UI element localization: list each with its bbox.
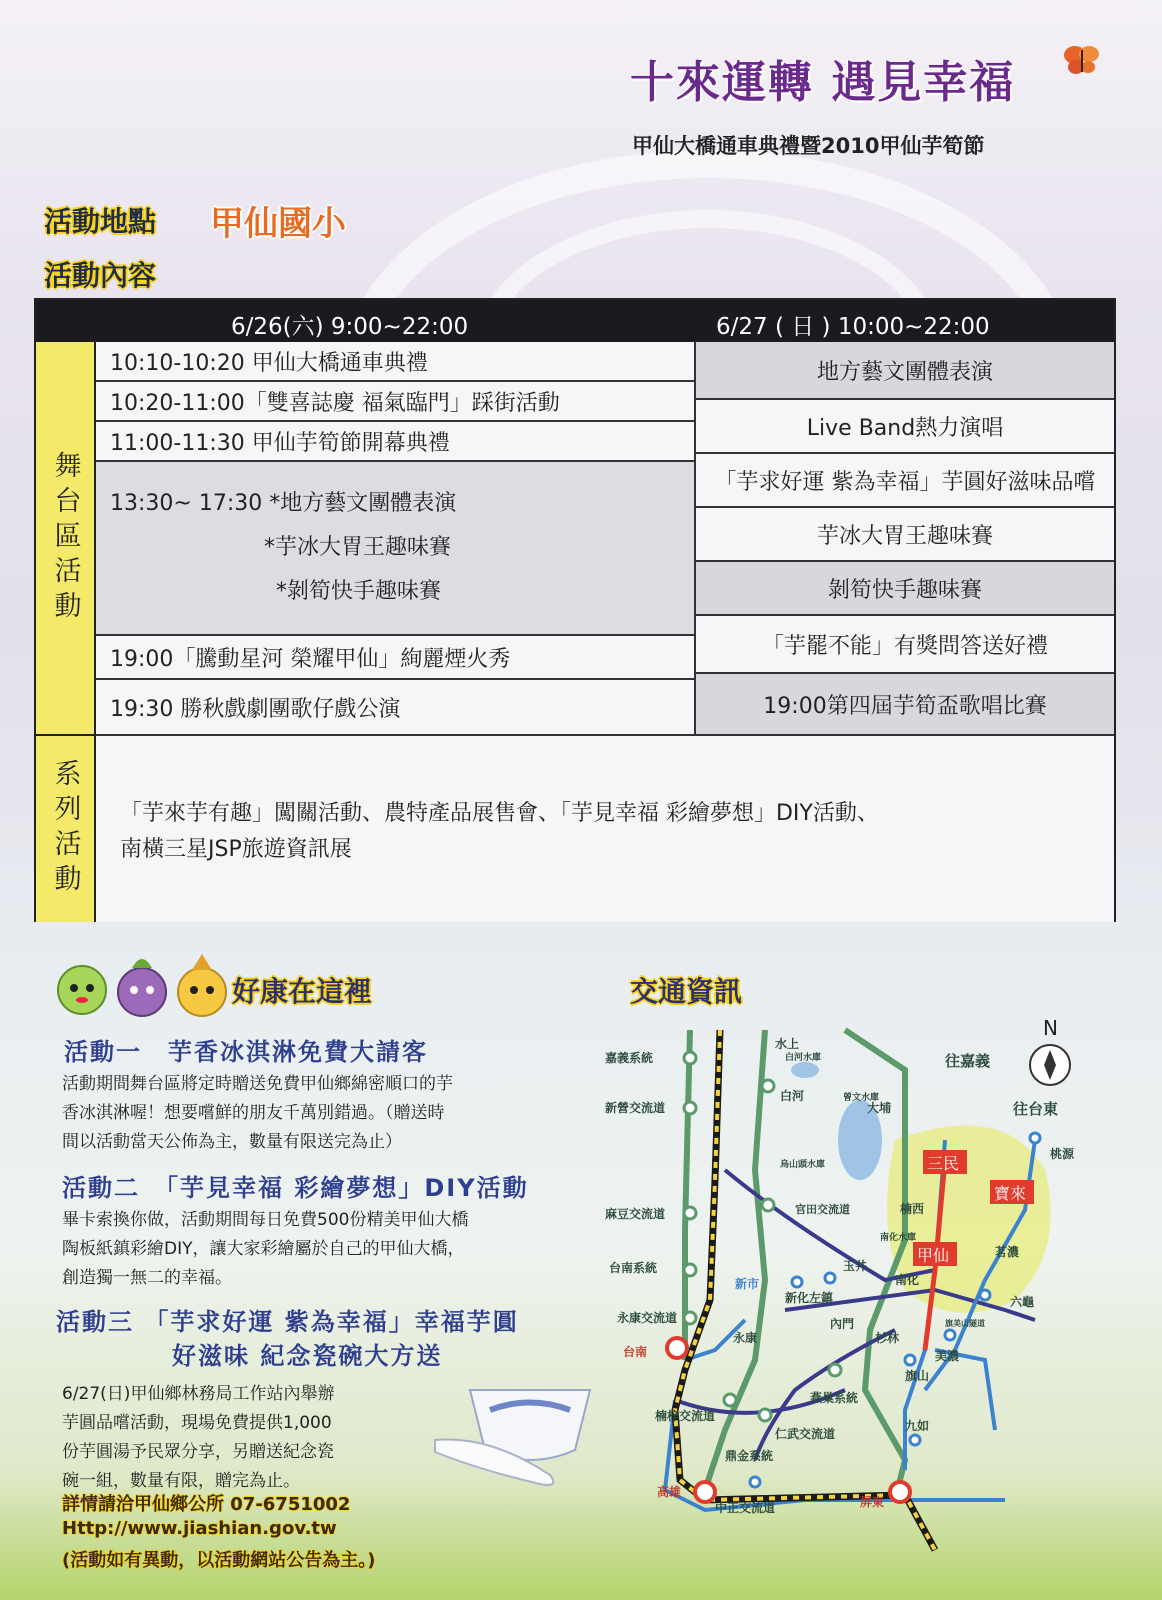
activity3-title: 活動三 「芋求好運 紫為幸福」幸福芋圓: [56, 1308, 519, 1336]
map-label: 新營交流道: [605, 1101, 666, 1115]
activity2-title: 活動二 「芋見幸福 彩繪夢想」DIY活動: [62, 1174, 529, 1202]
map-label: 白河: [780, 1089, 805, 1103]
traffic-title: 交通資訊: [630, 975, 743, 1008]
day2-row: Live Band熱力演唱: [696, 400, 1114, 454]
map-label: 內門: [830, 1317, 855, 1331]
activity3-line: 碗一組，數量有限，贈完為止。: [62, 1471, 300, 1491]
page-title: 十來運轉 遇見幸福: [630, 57, 1016, 108]
venue-value: 甲仙國小: [210, 204, 346, 244]
contact-phone: 詳情請洽甲仙鄉公所 07-6751002: [62, 1494, 351, 1515]
series-content: [96, 736, 1114, 922]
map-label: 永康: [733, 1331, 758, 1345]
day2-row: 「芋罷不能」有獎問答送好禮: [696, 616, 1114, 674]
page-subtitle: 甲仙大橋通車典禮暨2010甲仙芋筍節: [632, 134, 985, 158]
day1-afternoon-line: 13:30~ 17:30 *地方藝文團體表演: [110, 491, 457, 516]
map-label: 往嘉義: [945, 1052, 991, 1070]
map-label: 新市: [735, 1277, 760, 1291]
activity3-line: 份芋圓湯予民眾分享，另贈送紀念瓷: [62, 1442, 334, 1462]
activity1-line: 香冰淇淋喔！想要嚐鮮的朋友千萬別錯過。（贈送時: [62, 1103, 445, 1123]
activity2-desc: [62, 1206, 468, 1293]
day2-row: 剝筍快手趣味賽: [696, 562, 1114, 616]
series-line: 南橫三星JSP旅遊資訊展: [120, 837, 352, 862]
butterfly-icon: [1062, 40, 1102, 80]
map-label: 永康交流道: [617, 1311, 678, 1325]
map-label: 嘉義系統: [605, 1051, 654, 1065]
activity2-line: 創造獨一無二的幸福。: [62, 1268, 232, 1288]
day1-header: 6/26(六) 9:00~22:00: [231, 314, 469, 340]
activity3-line: 6/27(日)甲仙鄉林務局工作站內舉辦: [62, 1384, 335, 1404]
map-label: 中正交流道: [715, 1501, 776, 1515]
map-label: 新化左鎮: [785, 1291, 834, 1305]
activity2-line: 陶板紙鎮彩繪DIY，讓大家彩繪屬於自己的甲仙大橋，: [62, 1239, 465, 1259]
mascot-icon: [52, 950, 232, 1020]
map-label: 桃源: [1050, 1147, 1075, 1161]
traffic-map: [605, 1016, 1110, 1575]
activity3-desc: [62, 1380, 334, 1496]
map-label: 麻豆交流道: [605, 1207, 666, 1221]
series-line: 「芋來芋有趣」闖關活動、農特產品展售會、「芋見幸福 彩繪夢想」DIY活動、: [120, 801, 879, 826]
map-label: 高雄: [657, 1485, 682, 1499]
day1-afternoon-block: [96, 462, 696, 636]
day2-row: 芋冰大胃王趣味賽: [696, 508, 1114, 562]
day1-afternoon-line: *剝筍快手趣味賽: [276, 579, 442, 604]
contact-url[interactable]: Http://www.jiashian.gov.tw: [62, 1518, 337, 1539]
souvenir-bowl-icon: [430, 1380, 600, 1490]
map-label: 台南系統: [609, 1261, 658, 1275]
map-label: 美濃: [935, 1349, 960, 1363]
activity2-line: 畢卡索換你做，活動期間每日免費500份精美甲仙大橋: [62, 1210, 469, 1230]
map-label: 官田交流道: [795, 1203, 850, 1216]
map-label: 大埔: [867, 1101, 892, 1115]
map-label: 台南: [623, 1345, 648, 1359]
map-label: 南化: [895, 1273, 920, 1287]
map-label-jiaxian: 甲仙: [917, 1246, 950, 1265]
map-label: 南化水庫: [880, 1233, 917, 1243]
day1-row: 19:00「騰動星河 榮耀甲仙」絢麗煙火秀: [96, 636, 696, 680]
activity1-line: 間以活動當天公佈為主，數量有限送完為止）: [62, 1132, 402, 1152]
day2-row: 「芋求好運 紫為幸福」芋圓好滋味品嚐: [696, 454, 1114, 508]
day1-row: 19:30 勝秋戲劇團歌仔戲公演: [96, 680, 696, 736]
map-label: 九如: [905, 1419, 930, 1433]
day2-row: 地方藝文團體表演: [696, 342, 1114, 400]
activity3-title2: 好滋味 紀念瓷碗大方送: [172, 1342, 443, 1370]
map-label: 仁武交流道: [775, 1427, 836, 1441]
map-label: 往台東: [1013, 1100, 1059, 1118]
day1-row: 11:00-11:30 甲仙芋筍節開幕典禮: [96, 422, 696, 462]
map-label: 六龜: [1010, 1295, 1035, 1309]
map-label: 楠西: [900, 1202, 925, 1216]
activity1-title: 活動一 芋香冰淇淋免費大請客: [64, 1038, 428, 1066]
map-label: 旗山: [905, 1369, 930, 1383]
day1-row: 10:10-10:20 甲仙大橋通車典禮: [96, 342, 696, 382]
map-label: 燕巢系統: [810, 1391, 859, 1405]
map-label: 白河水庫: [785, 1053, 822, 1063]
map-label: 屏東: [860, 1495, 885, 1509]
schedule-header: [36, 300, 1114, 342]
day2-row: 19:00第四屆芋筍盃歌唱比賽: [696, 674, 1114, 736]
day2-header: 6/27 ( 日 ) 10:00~22:00: [716, 314, 990, 340]
map-label: 茗濃: [995, 1245, 1020, 1259]
map-label-sanmin: 三民: [927, 1154, 960, 1173]
day1-row: 10:20-11:00「雙喜誌慶 福氣臨門」踩街活動: [96, 382, 696, 422]
schedule-table: [34, 298, 1116, 922]
activity1-desc: [62, 1070, 453, 1157]
map-label: 鼎金系統: [725, 1449, 774, 1463]
map-label: 杉林: [875, 1331, 900, 1345]
stage-label: 舞台區活動: [36, 342, 96, 736]
contact-note: (活動如有異動，以活動網站公告為主。): [62, 1550, 376, 1571]
map-label: 楠梓交流道: [655, 1409, 716, 1423]
content-label: 活動內容: [44, 259, 157, 292]
map-label: 旗美山隧道: [945, 1319, 985, 1328]
promo-title: 好康在這裡: [232, 975, 373, 1008]
north-label: N: [1043, 1016, 1058, 1040]
activity3-line: 芋圓品嚐活動，現場免費提供1,000: [62, 1413, 332, 1433]
map-label: 烏山頭水庫: [780, 1160, 826, 1170]
map-label: 曾文水庫: [843, 1093, 880, 1103]
series-label: 系列活動: [36, 736, 96, 922]
venue-label: 活動地點: [44, 205, 157, 238]
map-label: 玉井: [843, 1259, 868, 1273]
activity1-line: 活動期間舞台區將定時贈送免費甲仙鄉綿密順口的芋: [62, 1074, 453, 1094]
day1-afternoon-line: *芋冰大胃王趣味賽: [264, 535, 452, 560]
map-label: 水上: [775, 1037, 800, 1051]
map-label-baolai: 寶來: [994, 1184, 1027, 1203]
